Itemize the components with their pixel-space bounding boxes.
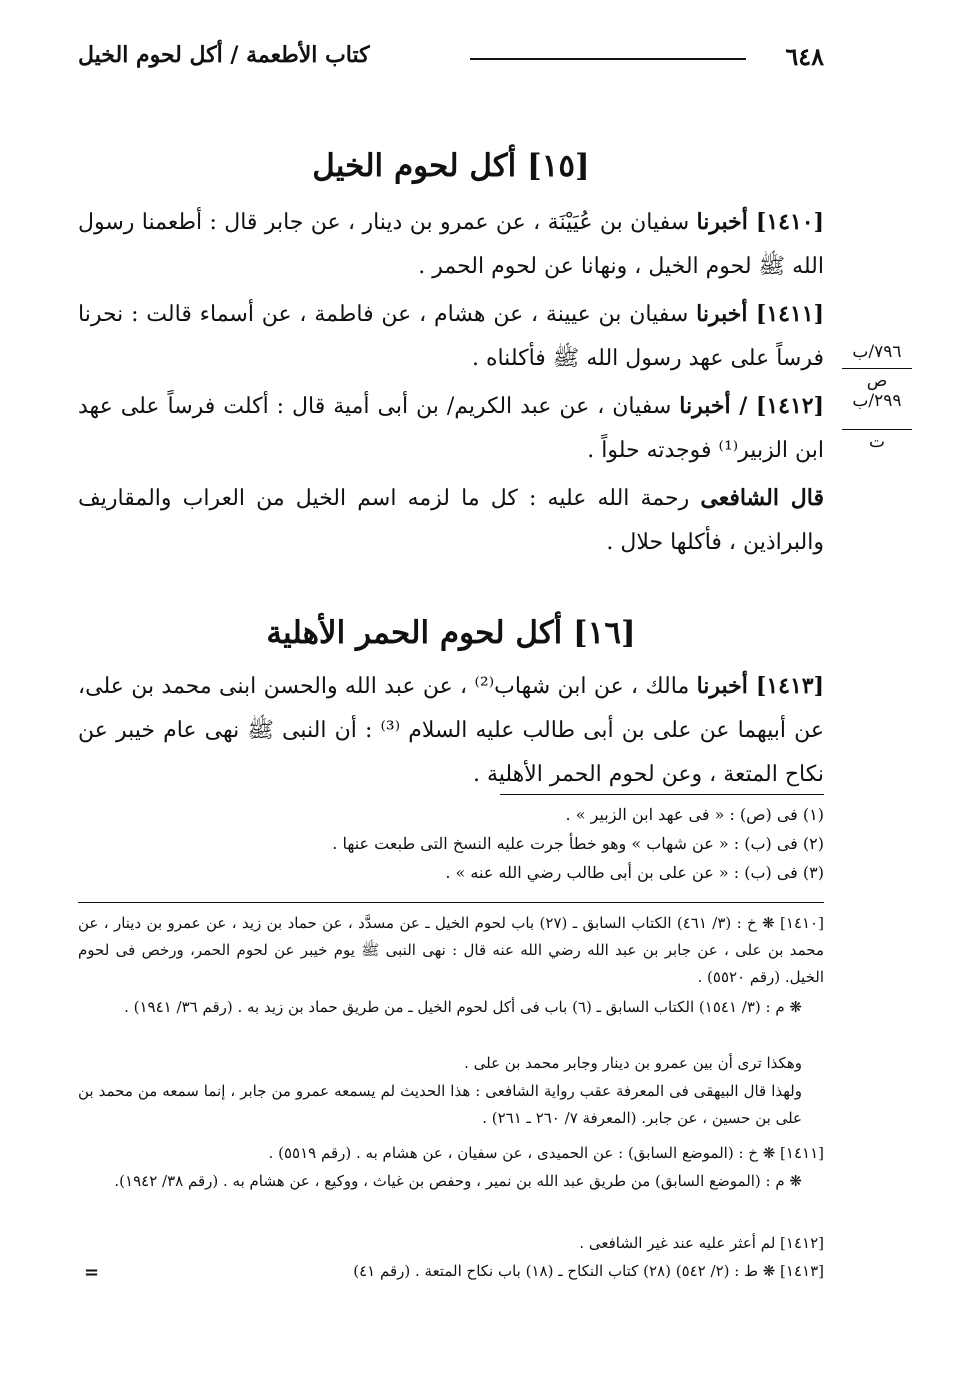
margin-rule bbox=[842, 429, 912, 430]
margin-rule bbox=[842, 368, 912, 369]
commentary-entry: [١٤١٠] ❋ خ : (٣/ ٤٦١) الكتاب السابق ـ (٢٧) باب لحوم الخيل ـ عن مسدَّد ، عن حماد بن زيد ، عن عمرو بن دينار ، عن محمد بن على ، عن جابر بن عبد الله رضي الله عنه قال : نهى النبى ﷺ يوم خيبر عن لحوم الحمر، ورخص فى لحوم الخيل. (رقم ٥٥٢٠) . bbox=[78, 914, 824, 986]
hadith-text: سفيان بن عيينة ، عن هشام ، عن فاطمة ، عن أسماء قالت : نحرنا فرساً على عهد رسول الله ﷺ فأكلناه . bbox=[78, 302, 824, 371]
commentary-entry: [١٤١٣] ❋ ط : (٢/ ٥٤٢) (٢٨) كتاب النكاح ـ (١٨) باب نكاح المتعة . (رقم ٤١) bbox=[353, 1262, 824, 1280]
paragraph-text: رحمة الله عليه : كل ما لزمه اسم الخيل من العراب والمقاريف والبراذين ، فأكلها حلال . bbox=[78, 486, 824, 555]
section-title: [١٥] أكل لحوم الخيل bbox=[312, 148, 590, 184]
commentary-entry: [١٤١١] ❋ خ : (الموضع السابق) : عن الحميدى ، عن سفيان ، عن هشام به . (رقم ٥٥١٩) . bbox=[268, 1144, 824, 1162]
hadith-paragraph bbox=[78, 200, 824, 289]
margin-note-folio: ٢٩٩/ب bbox=[852, 391, 902, 411]
footnote: (٢) فى (ب) : « عن شهاب » وهو خطأ جرت عليه النسخ التى طبعت عنها . bbox=[332, 834, 824, 853]
hadith-text: مالك ، عن ابن شهاب⁽²⁾ ، عن عبد الله والحسن ابنى محمد بن على، عن أبيهما عن على بن أبى طالب عليه السلام ⁽³⁾ : أن النبى ﷺ نهى عام خيبر عن نكاح المتعة ، وعن لحوم الحمر الأهلية . bbox=[78, 674, 824, 787]
hadith-label: [١٤١٣] أخبرنا bbox=[696, 673, 825, 699]
commentary-entry: ❋ م : (الموضع السابق) من طريق عبد الله بن نمير ، وحفص بن غياث ، ووكيع ، عن هشام به . (رقم ٣٨/ ١٩٤٢). bbox=[114, 1172, 802, 1190]
footnote-separator bbox=[500, 794, 824, 795]
hadith-label: [١٤١١] أخبرنا bbox=[696, 301, 824, 327]
section-title: [١٦] أكل لحوم الحمر الأهلية bbox=[266, 615, 636, 651]
commentary-entry: وهكذا ترى أن بين عمرو بن دينار وجابر محمد بن على . bbox=[464, 1054, 802, 1072]
commentary-paragraph bbox=[78, 476, 824, 565]
commentary-separator bbox=[78, 902, 824, 903]
margin-note bbox=[842, 366, 912, 452]
continuation-mark: = bbox=[84, 1262, 100, 1283]
hadith-paragraph bbox=[78, 384, 824, 473]
hadith-label: [١٤١٠] أخبرنا bbox=[696, 209, 824, 235]
footnote: (١) فى (ص) : « فى عهد ابن الزبير » . bbox=[565, 805, 824, 824]
commentary-entry: ولهذا قال البيهقى فى المعرفة عقب رواية الشافعى : هذا الحديث لم يسمعه عمرو من جابر ، إنما سمعه من محمد بن على بن حسين ، عن جابر. (المعرفة ٧/ ٢٦٠ ـ ٢٦١) . bbox=[78, 1082, 802, 1127]
hadith-text: سفيان ، عن عبد الكريم/ بن أبى أمية قال : أكلت فرساً على عهد ابن الزبير⁽¹⁾ فوجدته حلواً . bbox=[78, 394, 824, 463]
margin-note-folio: ٧٩٦/ب bbox=[852, 342, 902, 362]
margin-note bbox=[842, 342, 912, 362]
hadith-text: سفيان بن عُيَيْنَة ، عن عمرو بن دينار ، عن جابر قال : أطعمنا رسول الله ﷺ لحوم الخيل ، ونهانا عن لحوم الحمر . bbox=[78, 210, 824, 279]
page-number: ٦٤٨ bbox=[785, 42, 824, 71]
hadith-label: [١٤١٢] / أخبرنا bbox=[679, 393, 824, 419]
commentary-entry: ❋ م : (٣/ ١٥٤١) الكتاب السابق ـ (٦) باب فى أكل لحوم الخيل ـ من طريق حماد بن زيد به . (رقم ٣٦/ ١٩٤١) . bbox=[124, 998, 802, 1016]
hadith-paragraph bbox=[78, 292, 824, 381]
footnote: (٣) فى (ب) : « عن على بن أبى طالب رضي الله عنه » . bbox=[445, 863, 824, 882]
speaker-label: قال الشافعى bbox=[700, 485, 824, 511]
running-header bbox=[78, 40, 824, 80]
margin-note-siglum: ت bbox=[868, 432, 885, 452]
hadith-paragraph bbox=[78, 664, 824, 797]
margin-note-siglum: ص bbox=[866, 371, 888, 391]
header-rule bbox=[470, 58, 746, 60]
commentary-entry: [١٤١٢] لم أعثر عليه عند غير الشافعى . bbox=[579, 1234, 824, 1252]
running-title: كتاب الأطعمة / أكل لحوم الخيل bbox=[78, 42, 370, 68]
